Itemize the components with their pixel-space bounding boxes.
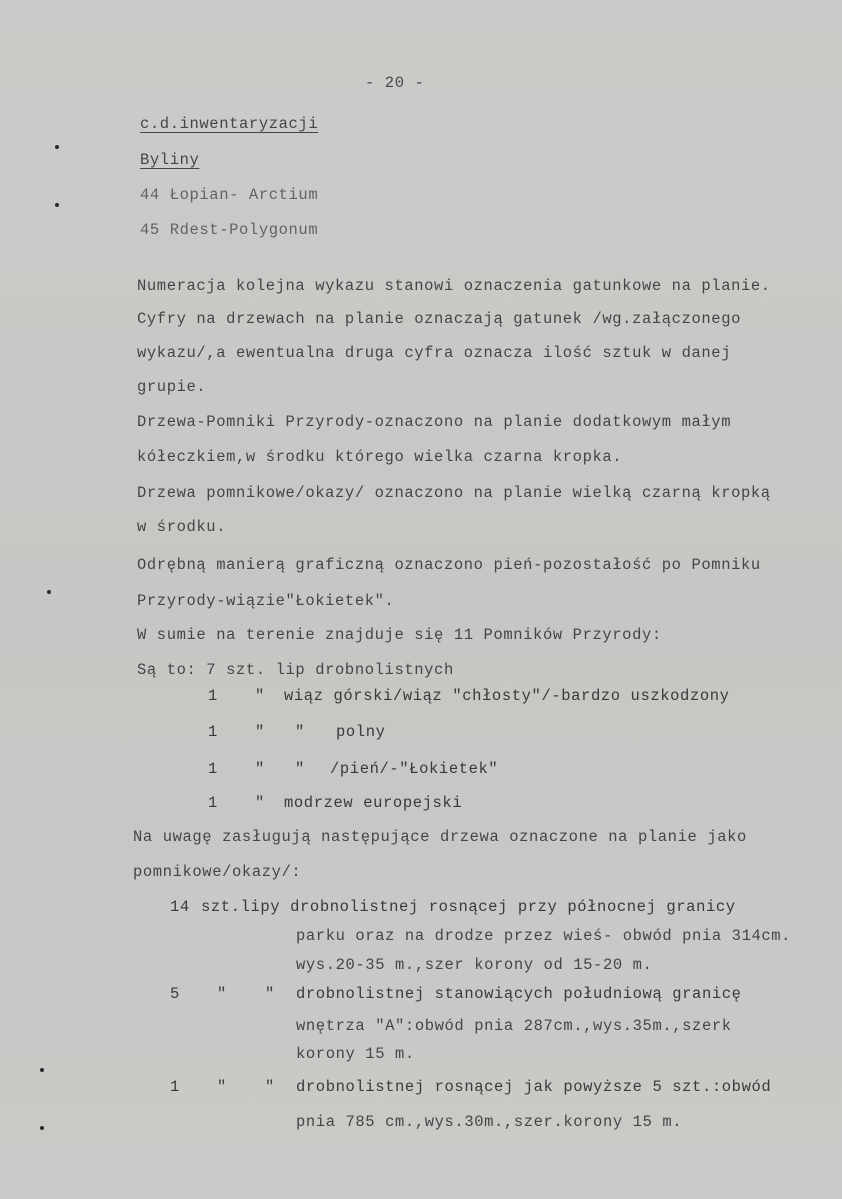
entry-text: szt.lipy drobnolistnej rosnącej przy północnej granicy	[201, 898, 736, 916]
item-text: modrzew europejski	[284, 794, 463, 812]
punch-hole	[55, 145, 59, 149]
entry-count: 5	[170, 985, 180, 1003]
ditto-mark: "	[295, 760, 305, 778]
entry-count: 14	[170, 898, 190, 916]
paragraph-line: grupie.	[137, 378, 207, 396]
entry-continuation: parku oraz na drodze przez wieś- obwód pnia 314cm.	[296, 927, 792, 945]
monument-item	[0, 794, 842, 814]
monument-item	[0, 687, 842, 707]
entry-continuation: pnia 785 cm.,wys.30m.,szer.korony 15 m.	[296, 1113, 683, 1131]
item-text: wiąz górski/wiąz "chłosty"/-bardzo uszkodzony	[284, 687, 730, 705]
ditto-mark: "	[295, 723, 305, 741]
ditto-mark: "	[265, 1078, 275, 1096]
page-number: - 20 -	[365, 74, 425, 92]
paragraph-line: kółeczkiem,w środku którego wielka czarna kropka.	[137, 448, 623, 466]
entry-continuation: wnętrza "A":obwód pnia 287cm.,wys.35m.,szerk	[296, 1017, 732, 1035]
punch-hole	[40, 1068, 44, 1072]
paragraph-line: w środku.	[137, 518, 227, 536]
ditto-mark: "	[255, 687, 265, 705]
item-text: /pień/-"Łokietek"	[330, 760, 499, 778]
entry-text: drobnolistnej stanowiących południową granicę	[296, 985, 742, 1003]
ditto-mark: "	[217, 985, 227, 1003]
ditto-mark: "	[265, 985, 275, 1003]
paragraph-line: Przyrody-wiązie"Łokietek".	[137, 592, 395, 610]
ditto-mark: "	[217, 1078, 227, 1096]
tree-entry	[0, 898, 842, 918]
tree-entry	[0, 985, 842, 1005]
subheading: Byliny	[140, 151, 200, 169]
attention-line: pomnikowe/okazy/:	[133, 863, 302, 881]
entry-text: drobnolistnej rosnącej jak powyższe 5 szt.:obwód	[296, 1078, 772, 1096]
ditto-mark: "	[255, 723, 265, 741]
paragraph-line: Drzewa pomnikowe/okazy/ oznaczono na planie wielką czarną kropką	[137, 484, 771, 502]
entry-continuation: korony 15 m.	[296, 1045, 415, 1063]
species-line: 44 Łopian- Arctium	[140, 186, 319, 204]
item-count: 1	[208, 760, 218, 778]
entry-continuation: wys.20-35 m.,szer korony od 15-20 m.	[296, 956, 653, 974]
attention-line: Na uwagę zasługują następujące drzewa oznaczone na planie jako	[133, 828, 747, 846]
paragraph-line: Drzewa-Pomniki Przyrody-oznaczono na planie dodatkowym małym	[137, 413, 732, 431]
item-text: polny	[336, 723, 386, 741]
item-count: 1	[208, 794, 218, 812]
punch-hole	[55, 203, 59, 207]
punch-hole	[47, 590, 51, 594]
paragraph-line: Są to: 7 szt. lip drobnolistnych	[137, 661, 454, 679]
heading: c.d.inwentaryzacji	[140, 115, 319, 133]
entry-count: 1	[170, 1078, 180, 1096]
item-count: 1	[208, 687, 218, 705]
paragraph-line: wykazu/,a ewentualna druga cyfra oznacza ilość sztuk w danej	[137, 344, 732, 362]
paragraph-line: Odrębną manierą graficzną oznaczono pień-pozostałość po Pomniku	[137, 556, 761, 574]
species-line: 45 Rdest-Polygonum	[140, 221, 319, 239]
punch-hole	[40, 1126, 44, 1130]
tree-entry	[0, 1078, 842, 1098]
paragraph-line: W sumie na terenie znajduje się 11 Pomników Przyrody:	[137, 626, 662, 644]
monument-item	[0, 760, 842, 780]
ditto-mark: "	[255, 794, 265, 812]
item-count: 1	[208, 723, 218, 741]
paragraph-line: Numeracja kolejna wykazu stanowi oznaczenia gatunkowe na planie.	[137, 277, 771, 295]
monument-item	[0, 723, 842, 743]
ditto-mark: "	[255, 760, 265, 778]
paragraph-line: Cyfry na drzewach na planie oznaczają gatunek /wg.załączonego	[137, 310, 741, 328]
